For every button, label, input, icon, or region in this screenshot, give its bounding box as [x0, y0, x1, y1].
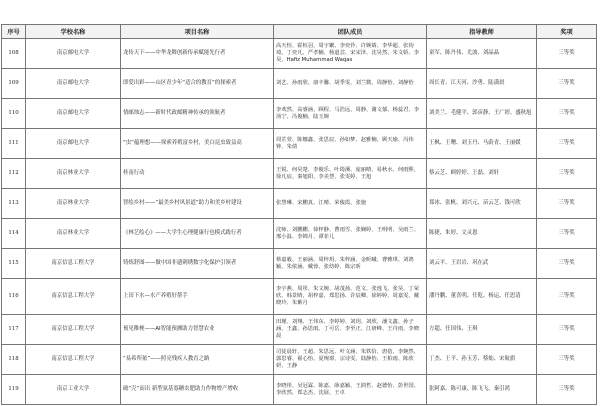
project-name: 《林艺绘心》——大学生心理健康行也模式践行者 [121, 219, 274, 249]
award: 三等奖 [537, 189, 597, 219]
award: 三等奖 [537, 69, 597, 99]
project-name: 智绘乡村——“最美乡村风景道”助力和美乡村建设 [121, 189, 274, 219]
school-name: 南京林业大学 [26, 159, 121, 189]
award: 三等奖 [537, 219, 597, 249]
award: 三等奖 [537, 159, 597, 189]
table-row [2, 375, 597, 405]
team-members: 王锐、何昊楚、李俊乐、叶筠溪、庞丽晴、易秋水、何雨熙、徐凡宸、秦旭阳、李美慧、张雯婷、王旭 [274, 159, 427, 189]
team-members: 蔡嘉毅、王丽涵、周梓玥、朱梓涵、金昕曦、曹雅琪、刘鸿颖、朱依涵、戴蓉、张幼婷、陈宗昕 [274, 249, 427, 279]
row-number: 111 [2, 129, 26, 159]
project-name: “易希所依”——照亮残疾人教育之路 [121, 345, 274, 375]
team-members: 周芷萱、陈娜鑫、张思辰、孙如梦、赵雅楠、顾天瑜、冯伟钟、朱倩 [274, 129, 427, 159]
header-award: 奖项 [537, 25, 597, 39]
award: 三等奖 [537, 279, 597, 315]
school-name: 南京信息工程大学 [26, 315, 121, 345]
team-members: 沈师、刘鹏鹏、徐梓静、曹雨雪、张娴婷、王明明、吴雨兰、邢小温、李锦月、谭菲儿 [274, 219, 427, 249]
row-number: 109 [2, 69, 26, 99]
advisors: 蔡云芝、顾婷婷、王磊、刘轩 [427, 159, 537, 189]
header-project: 项目名称 [121, 25, 274, 39]
project-name: 上田下水—水产养殖好帮手 [121, 279, 274, 315]
school-name: 南京林业大学 [26, 219, 121, 249]
table-header-row [2, 25, 597, 39]
row-number: 108 [2, 39, 26, 69]
advisors: 周长青、江天河、沙勇、陆潇晨 [427, 69, 537, 99]
row-number: 110 [2, 99, 26, 129]
school-name: 南京林业大学 [26, 189, 121, 219]
table-row [2, 279, 597, 315]
award: 三等奖 [537, 129, 597, 159]
project-name: 桂南行动 [121, 159, 274, 189]
row-number: 116 [2, 279, 26, 315]
row-number: 118 [2, 345, 26, 375]
school-name: 南京信息工程大学 [26, 249, 121, 279]
advisors: 张阿嘉、陈可康、陈飞飞、秦引鸿 [427, 375, 537, 405]
advisors: 方超、任国伟、王琪 [427, 315, 537, 345]
team-members: 李晓彤、吴冠霖、陈嘉、薛嘉颖、王润哲、赵德怡、彭世国、李欣然、郑志杰、沈展、王卓 [274, 375, 427, 405]
team-members: 李宇燕、周彤、朱文婉、胡茂扬、范文、张逸飞、张昊、丁荣欣、韩景晴、胡梓嘉、郑思扬、许辰卿、徐婷婷、周嘉雯、戴晓玲、朱紫月 [274, 279, 427, 315]
table-row [2, 219, 597, 249]
advisors: 陈捷、朱婷、文灵恩 [427, 219, 537, 249]
table-row [2, 345, 597, 375]
team-members: 田瑾、刘翔、王伟东、李婷婷、刘玥、刘欣、潘文鑫、孙子涵、王鑫、孙思雨、丁可岳、李至正、江研峰、王丹雨、李晓晨 [274, 315, 427, 345]
table-row [2, 189, 597, 219]
team-members: 刘艺、孙雨欣、康丰馨、胡季雯、刘兰微、周静怡、刘静怡 [274, 69, 427, 99]
table-row [2, 315, 597, 345]
row-number: 119 [2, 375, 26, 405]
award: 三等奖 [537, 315, 597, 345]
team-members: 高天恒、霍桓羽、周宇繁、李奕伶、许婉婧、李华超、张钧琦、丁奕凡、严孝楠、杨道芸、宋宋泽、沈昊然、朱文娇、李昊、Hafiz Muhammad Waqas [274, 39, 427, 69]
project-name: 情邮烛志——新时代政邮精神传承的领航者 [121, 99, 274, 129]
award: 三等奖 [537, 249, 597, 279]
advisors: 丁杰、王平、孙玉芳、蔡灿、宋航旗 [427, 345, 537, 375]
table-row [2, 159, 597, 189]
header-advisors: 指导教师 [427, 25, 537, 39]
school-name: 南京邮电大学 [26, 69, 121, 99]
team-members: 司徒晨轩、王超、朱思远、叶文涵、朱铁恰、唐蓓、李婉然、郭思睿、翟心怡、夏琬璟、宗诗雯、陆静怡、王柏雨、陈欣妍、王静 [274, 345, 427, 375]
school-name: 南京工业大学 [26, 375, 121, 405]
row-number: 115 [2, 249, 26, 279]
school-name: 南京邮电大学 [26, 99, 121, 129]
project-name: 预见稚梗——AI智能预测助力智慧农业 [121, 315, 274, 345]
award: 三等奖 [537, 99, 597, 129]
school-name: 南京邮电大学 [26, 39, 121, 69]
team-members: 张慧琳、宋鹏真、江晴、荣俊霞、张施 [274, 189, 427, 219]
row-number: 112 [2, 159, 26, 189]
table-row [2, 69, 597, 99]
advisors: 郑冰、张帆、刘兴元、苗云芝、钱可欣 [427, 189, 537, 219]
school-name: 南京信息工程大学 [26, 345, 121, 375]
project-name: 即爱出彩——山区青少年“适合的教育”的探索者 [121, 69, 274, 99]
project-name: “虫”蕴理想——探索养殖富乡村，美白昆虫致益高 [121, 129, 274, 159]
award: 三等奖 [537, 345, 597, 375]
table-row [2, 39, 597, 69]
project-name: 破“壳”而出 新型氨基寡糖农肥助力作物增产增收 [121, 375, 274, 405]
advisors: 刘云平、王岩岩、巩在武 [427, 249, 537, 279]
advisors: 童军、陈丹伟、尤波、刘晶晶 [427, 39, 537, 69]
header-no: 序号 [2, 25, 26, 39]
school-name: 南京信息工程大学 [26, 279, 121, 315]
row-number: 113 [2, 189, 26, 219]
advisors: 刘美兰、毛健平、郭彦静、王广婷、盛秋旭 [427, 99, 537, 129]
project-name: 龙传天下——中华龙舞创新传承赋能先行者 [121, 39, 274, 69]
table-row [2, 99, 597, 129]
row-number: 114 [2, 219, 26, 249]
school-name: 南京邮电大学 [26, 129, 121, 159]
table-row [2, 249, 597, 279]
table-row [2, 129, 597, 159]
advisors: 王枫、王曙、刘玉丹、马蔚青、王丽媛 [427, 129, 537, 159]
project-name: 铸炼舒图——做中国非遗刺绣数字化保护引领者 [121, 249, 274, 279]
header-members: 团队成员 [274, 25, 427, 39]
award: 三等奖 [537, 375, 597, 405]
advisors: 潘丹鹏、董喜明、任乾、杨运、任思清 [427, 279, 537, 315]
team-members: 李欢然、高睿涵、顾程、马浩远、周静、谢文郁、杨蕊君、李汤宁、冯俊楠、陆玉婉 [274, 99, 427, 129]
row-number: 117 [2, 315, 26, 345]
award: 三等奖 [537, 39, 597, 69]
award-table [1, 24, 597, 405]
header-school: 学校名称 [26, 25, 121, 39]
